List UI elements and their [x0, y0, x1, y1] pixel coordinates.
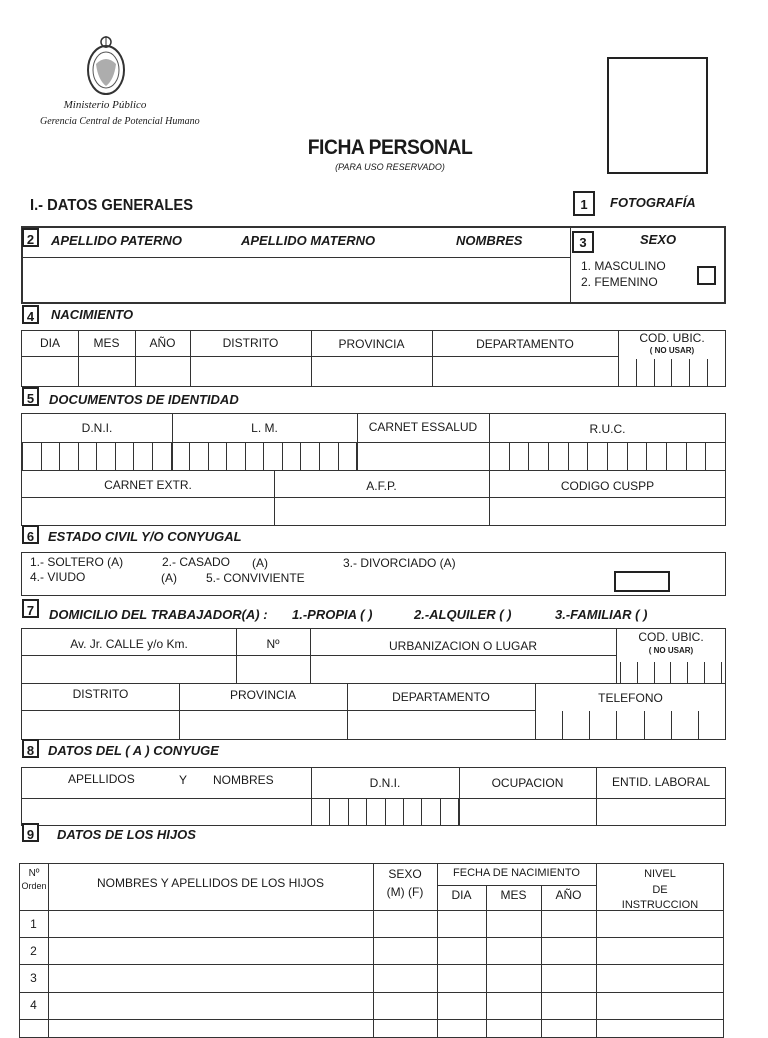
lm-label: L. M. — [251, 421, 278, 435]
section9-title: DATOS DE LOS HIJOS — [57, 827, 196, 842]
civil-option-viudo: 4.- VIUDO — [30, 570, 86, 584]
children-row-number: 4 — [30, 998, 37, 1012]
calle-label: Av. Jr. CALLE y/o Km. — [70, 637, 188, 651]
address-cod-ubic-label: COD. UBIC. — [638, 630, 704, 644]
section6-number: 6 — [22, 525, 39, 544]
ruc-digit-cells — [489, 442, 726, 470]
children-row-number: 2 — [30, 944, 37, 958]
nombres-label: NOMBRES — [456, 233, 523, 248]
telefono-digit-cells — [535, 711, 726, 740]
numero-label: Nº — [266, 637, 280, 651]
sexo-option-masculino: 1. MASCULINO — [581, 259, 666, 273]
civil-option-divorciado: 3.- DIVORCIADO (A) — [343, 556, 456, 570]
form-subtitle: (PARA USO RESERVADO) — [335, 162, 445, 172]
spouse-apellidos-label: APELLIDOS — [68, 772, 135, 786]
domicilio-familiar-option: 3.-FAMILIAR ( ) — [555, 607, 648, 622]
sexo-label: SEXO — [640, 232, 677, 247]
children-sex-label: SEXO — [388, 867, 422, 881]
sexo-option-femenino: 2. FEMENINO — [581, 275, 658, 289]
afp-label: A.F.P. — [366, 479, 397, 493]
children-order-label-top: Nº — [28, 868, 40, 879]
children-row-number: 3 — [30, 971, 37, 985]
civil-option-viudo-suffix: (A) — [161, 571, 177, 585]
section7-number: 7 — [22, 599, 39, 618]
carnet-essalud-label: CARNET ESSALUD — [368, 420, 478, 434]
section6-title: ESTADO CIVIL Y/O CONYUGAL — [48, 529, 242, 544]
section5-title: DOCUMENTOS DE IDENTIDAD — [49, 392, 239, 407]
section5-number: 5 — [22, 387, 39, 406]
sexo-checkbox[interactable] — [697, 266, 716, 285]
section8-title: DATOS DEL ( A ) CONYUGE — [48, 743, 219, 758]
section3-number: 3 — [572, 231, 594, 253]
section8-number: 8 — [22, 739, 39, 758]
birth-no-usar-label: ( NO USAR) — [649, 346, 695, 355]
photo-box — [607, 57, 708, 174]
birth-provincia-label: PROVINCIA — [338, 337, 405, 351]
apellido-materno-label: APELLIDO MATERNO — [241, 233, 376, 248]
children-names-label: NOMBRES Y APELLIDOS DE LOS HIJOS — [97, 876, 324, 890]
form-title: FICHA PERSONAL — [307, 136, 473, 159]
birth-mes-label: MES — [93, 336, 120, 350]
address-cod-ubic-cells — [620, 662, 722, 683]
address-no-usar-label: ( NO USAR) — [648, 646, 694, 655]
children-birth-dia-label: DIA — [451, 888, 472, 902]
institution-seal — [84, 34, 128, 98]
civil-option-casado-suffix: (A) — [252, 556, 268, 570]
domicilio-propia-option: 1.-PROPIA ( ) — [292, 607, 373, 622]
children-birth-label: FECHA DE NACIMIENTO — [453, 867, 580, 879]
photo-label: FOTOGRAFÍA — [610, 195, 696, 210]
telefono-label: TELEFONO — [598, 691, 663, 705]
dni-lm-digit-cells — [22, 442, 357, 470]
children-level-label-1: NIVEL — [644, 868, 676, 880]
children-order-label-bottom: Orden — [21, 881, 47, 891]
civil-status-answer-box[interactable] — [614, 571, 670, 592]
civil-option-casado: 2.- CASADO — [162, 555, 231, 569]
children-birth-mes-label: MES — [500, 888, 527, 902]
spouse-entidad-label: ENTID. LABORAL — [611, 775, 711, 789]
office-name: Gerencia Central de Potencial Humano — [40, 116, 200, 127]
ruc-label: R.U.C. — [589, 422, 626, 436]
codigo-cuspp-label: CODIGO CUSPP — [560, 479, 655, 493]
dni-label: D.N.I. — [81, 421, 113, 435]
children-level-label-2: DE — [652, 884, 668, 896]
address-provincia-label: PROVINCIA — [229, 688, 296, 702]
birth-departamento-label: DEPARTAMENTO — [476, 337, 574, 351]
birth-dia-label: DIA — [39, 336, 60, 350]
domicilio-alquiler-option: 2.-ALQUILER ( ) — [414, 607, 512, 622]
civil-option-soltero: 1.- SOLTERO (A) — [30, 555, 124, 569]
birth-ano-label: AÑO — [149, 336, 176, 350]
birth-distrito-label: DISTRITO — [222, 336, 279, 350]
spouse-dni-digit-cells — [311, 798, 459, 826]
birth-cod-ubic-label: COD. UBIC. — [639, 331, 705, 345]
spouse-y-label: Y — [179, 773, 188, 787]
spouse-nombres-label: NOMBRES — [213, 773, 274, 787]
children-level-label-3: INSTRUCCION — [621, 899, 699, 911]
spouse-dni-label: D.N.I. — [369, 776, 401, 790]
apellido-paterno-label: APELLIDO PATERNO — [51, 233, 182, 248]
children-birth-ano-label: AÑO — [555, 888, 582, 902]
children-sex-options-label: (M) (F) — [386, 885, 424, 899]
section7-title: DOMICILIO DEL TRABAJADOR(A) : — [49, 607, 268, 622]
section1-title: I.- DATOS GENERALES — [30, 197, 194, 214]
section9-number: 9 — [22, 823, 39, 842]
section1-number: 1 — [573, 191, 595, 216]
carnet-extr-label: CARNET EXTR. — [104, 478, 192, 492]
address-departamento-label: DEPARTAMENTO — [392, 690, 490, 704]
birth-cod-ubic-cells — [618, 359, 726, 387]
section4-title: NACIMIENTO — [51, 307, 134, 322]
address-distrito-label: DISTRITO — [72, 687, 129, 701]
section2-number: 2 — [22, 228, 39, 247]
children-row-number: 1 — [30, 917, 37, 931]
section4-number: 4 — [22, 305, 39, 324]
ministry-name: Ministerio Público — [63, 99, 147, 111]
civil-option-conviviente: 5.- CONVIVIENTE — [206, 571, 305, 585]
spouse-ocupacion-label: OCUPACION — [491, 776, 564, 790]
urbanizacion-label: URBANIZACION O LUGAR — [388, 639, 538, 653]
